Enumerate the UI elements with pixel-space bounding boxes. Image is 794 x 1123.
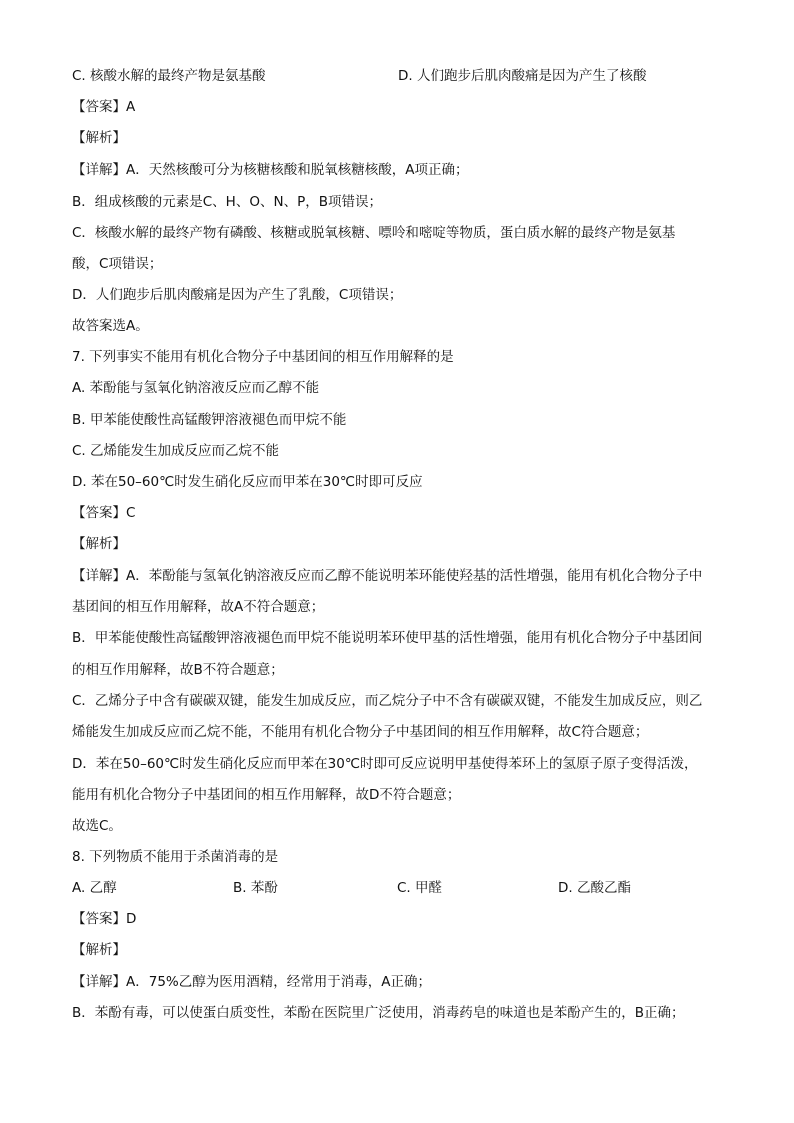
q7-option-a: A. 苯酚能与氢氧化钠溶液反应而乙醇不能 <box>72 380 320 396</box>
q6-detail-b: B．组成核酸的元素是C、H、O、N、P，B项错误； <box>72 194 382 210</box>
q6-detail-c-line2: 酸，C项错误； <box>72 256 163 272</box>
q6-detail-c-line1: C．核酸水解的最终产物有磷酸、核糖或脱氧核糖、嘌呤和嘧啶等物质，蛋白质水解的最终产物是氨基 <box>72 225 676 241</box>
q6-option-d: D. 人们跑步后肌肉酸痛是因为产生了核酸 <box>398 68 647 84</box>
q6-analysis-heading: 【解析】 <box>72 130 126 146</box>
q8-option-d: D. 乙酸乙酯 <box>558 880 631 896</box>
q6-option-c: C. 核酸水解的最终产物是氨基酸 <box>72 68 266 84</box>
q8-option-c: C. 甲醛 <box>397 880 443 896</box>
q6-answer: 【答案】A <box>72 99 136 115</box>
q8-analysis-heading: 【解析】 <box>72 942 126 958</box>
q6-detail-d: D．人们跑步后肌肉酸痛是因为产生了乳酸，C项错误； <box>72 287 403 303</box>
q8-detail-b: B．苯酚有毒，可以使蛋白质变性，苯酚在医院里广泛使用，消毒药皂的味道也是苯酚产生的，B正确； <box>72 1005 685 1021</box>
q6-detail-a: 【详解】A．天然核酸可分为核糖核酸和脱氧核糖核酸，A项正确； <box>72 162 469 178</box>
q7-detail-d-line2: 能用有机化合物分子中基团间的相互作用解释，故D不符合题意； <box>72 787 461 803</box>
q7-option-d: D. 苯在50–60℃时发生硝化反应而甲苯在30℃时即可反应 <box>72 474 423 490</box>
q7-analysis-heading: 【解析】 <box>72 536 126 552</box>
q7-detail-b-line1: B．甲苯能使酸性高锰酸钾溶液褪色而甲烷不能说明苯环使甲基的活性增强，能用有机化合物分子中基团间 <box>72 630 703 646</box>
q7-detail-d-line1: D．苯在50–60℃时发生硝化反应而甲苯在30℃时即可反应说明甲基使得苯环上的氢原子原子变得活泼， <box>72 756 698 772</box>
q7-detail-c-line1: C．乙烯分子中含有碳碳双键，能发生加成反应，而乙烷分子中不含有碳碳双键，不能发生加成反应，则乙 <box>72 693 703 709</box>
q8-detail-a: 【详解】A．75%乙醇为医用酒精，经常用于消毒，A正确； <box>72 974 431 990</box>
q7-detail-c-line2: 烯能发生加成反应而乙烷不能，不能用有机化合物分子中基团间的相互作用解释，故C符合题意； <box>72 724 649 740</box>
q6-conclusion: 故答案选A。 <box>72 318 149 334</box>
q8-answer: 【答案】D <box>72 911 137 927</box>
q7-detail-a-line1: 【详解】A．苯酚能与氢氧化钠溶液反应而乙醇不能说明苯环能使羟基的活性增强，能用有机化合物分子中 <box>72 568 703 584</box>
q8-stem: 8. 下列物质不能用于杀菌消毒的是 <box>72 849 279 865</box>
q7-detail-b-line2: 的相互作用解释，故B不符合题意； <box>72 662 284 678</box>
q7-option-c: C. 乙烯能发生加成反应而乙烷不能 <box>72 443 280 459</box>
q7-stem: 7. 下列事实不能用有机化合物分子中基团间的相互作用解释的是 <box>72 349 454 365</box>
q7-option-b: B. 甲苯能使酸性高锰酸钾溶液褪色而甲烷不能 <box>72 412 347 428</box>
q7-conclusion: 故选C。 <box>72 818 122 834</box>
q8-option-b: B. 苯酚 <box>233 880 278 896</box>
q8-option-a: A. 乙醇 <box>72 880 117 896</box>
q7-answer: 【答案】C <box>72 505 136 521</box>
q7-detail-a-line2: 基团间的相互作用解释，故A不符合题意； <box>72 599 325 615</box>
